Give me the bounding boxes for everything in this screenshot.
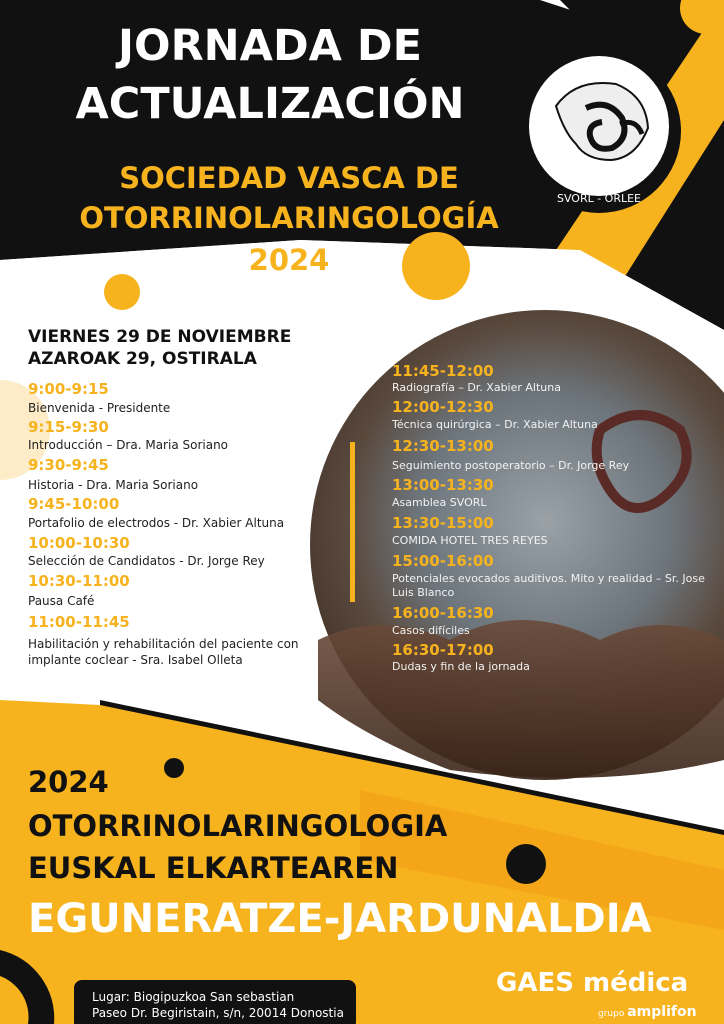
schedule-time: 9:00-9:15 bbox=[28, 380, 109, 398]
schedule-desc: Bienvenida - Presidente bbox=[28, 401, 171, 415]
subtitle-year: 2024 bbox=[248, 243, 330, 277]
schedule-desc: Radiografía – Dr. Xabier Altuna bbox=[392, 381, 561, 394]
schedule-time: 15:00-16:00 bbox=[392, 552, 494, 570]
schedule-desc: Portafolio de electrodos - Dr. Xabier Altuna bbox=[28, 516, 285, 530]
schedule-desc: Habilitación y rehabilitación del paciente con implante coclear - Sra. Isabel Olleta bbox=[28, 637, 299, 667]
schedule-time: 13:30-15:00 bbox=[392, 514, 494, 532]
schedule-desc: Introducción – Dra. Maria Soriano bbox=[28, 438, 229, 452]
black-dot-2 bbox=[506, 844, 546, 884]
schedule-time: 16:00-16:30 bbox=[392, 604, 494, 622]
schedule-desc: Casos difíciles bbox=[392, 624, 470, 637]
schedule-desc: Técnica quirúrgica – Dr. Xabier Altuna bbox=[392, 418, 598, 431]
schedule-time: 10:00-10:30 bbox=[28, 534, 130, 552]
date-line2: AZAROAK 29, OSTIRALA bbox=[28, 349, 257, 369]
schedule-desc: Historia - Dra. Maria Soriano bbox=[28, 478, 199, 492]
address-line1: Lugar: Biogipuzkoa San sebastian bbox=[92, 990, 295, 1004]
schedule-desc: Pausa Café bbox=[28, 594, 95, 608]
black-dot-1 bbox=[164, 758, 184, 778]
schedule-time: 12:00-12:30 bbox=[392, 398, 494, 416]
sponsor-brand: amplifon bbox=[627, 1004, 697, 1020]
schedule-desc: COMIDA HOTEL TRES REYES bbox=[392, 534, 548, 547]
footer-line2: OTORRINOLARINGOLOGIA bbox=[28, 809, 448, 843]
sponsor-logo: GAES médica bbox=[496, 968, 689, 998]
schedule-desc: Asamblea SVORL bbox=[392, 496, 487, 509]
schedule-desc: Selección de Candidatos - Dr. Jorge Rey bbox=[28, 554, 265, 568]
schedule-desc: Seguimiento postoperatorio – Dr. Jorge Rey bbox=[392, 459, 630, 472]
address-line2: Paseo Dr. Begiristain, s/n, 20014 Donostia bbox=[92, 1006, 344, 1020]
schedule-time: 9:15-9:30 bbox=[28, 418, 109, 436]
title-line1: JORNADA DE bbox=[118, 21, 422, 71]
schedule-time: 11:45-12:00 bbox=[392, 362, 494, 380]
schedule-time: 10:30-11:00 bbox=[28, 572, 130, 590]
footer-line3: EUSKAL ELKARTEAREN bbox=[28, 851, 399, 885]
schedule-time: 11:00-11:45 bbox=[28, 613, 130, 631]
subtitle-line2: OTORRINOLARINGOLOGÍA bbox=[79, 201, 499, 235]
sponsor-group-label: grupo bbox=[598, 1009, 625, 1019]
schedule-desc: Potenciales evocados auditivos. Mito y realidad – Sr. Jose Luis Blanco bbox=[392, 572, 705, 599]
title-line2: ACTUALIZACIÓN bbox=[75, 79, 465, 129]
date-line1: VIERNES 29 DE NOVIEMBRE bbox=[28, 327, 292, 347]
schedule-time: 12:30-13:00 bbox=[392, 437, 494, 455]
schedule-time: 9:30-9:45 bbox=[28, 456, 109, 474]
schedule-time: 16:30-17:00 bbox=[392, 641, 494, 659]
timeline-bar bbox=[350, 442, 355, 602]
logo-label: SVORL - ORLEE bbox=[556, 192, 642, 205]
subtitle-line1: SOCIEDAD VASCA DE bbox=[119, 161, 459, 195]
schedule-time: 13:00-13:30 bbox=[392, 476, 494, 494]
footer-line4: EGUNERATZE-JARDUNALDIA bbox=[28, 896, 652, 942]
schedule-time: 9:45-10:00 bbox=[28, 495, 120, 513]
schedule-desc: Dudas y fin de la jornada bbox=[392, 660, 530, 673]
sponsor-group bbox=[598, 1004, 697, 1020]
footer-year: 2024 bbox=[28, 765, 109, 799]
